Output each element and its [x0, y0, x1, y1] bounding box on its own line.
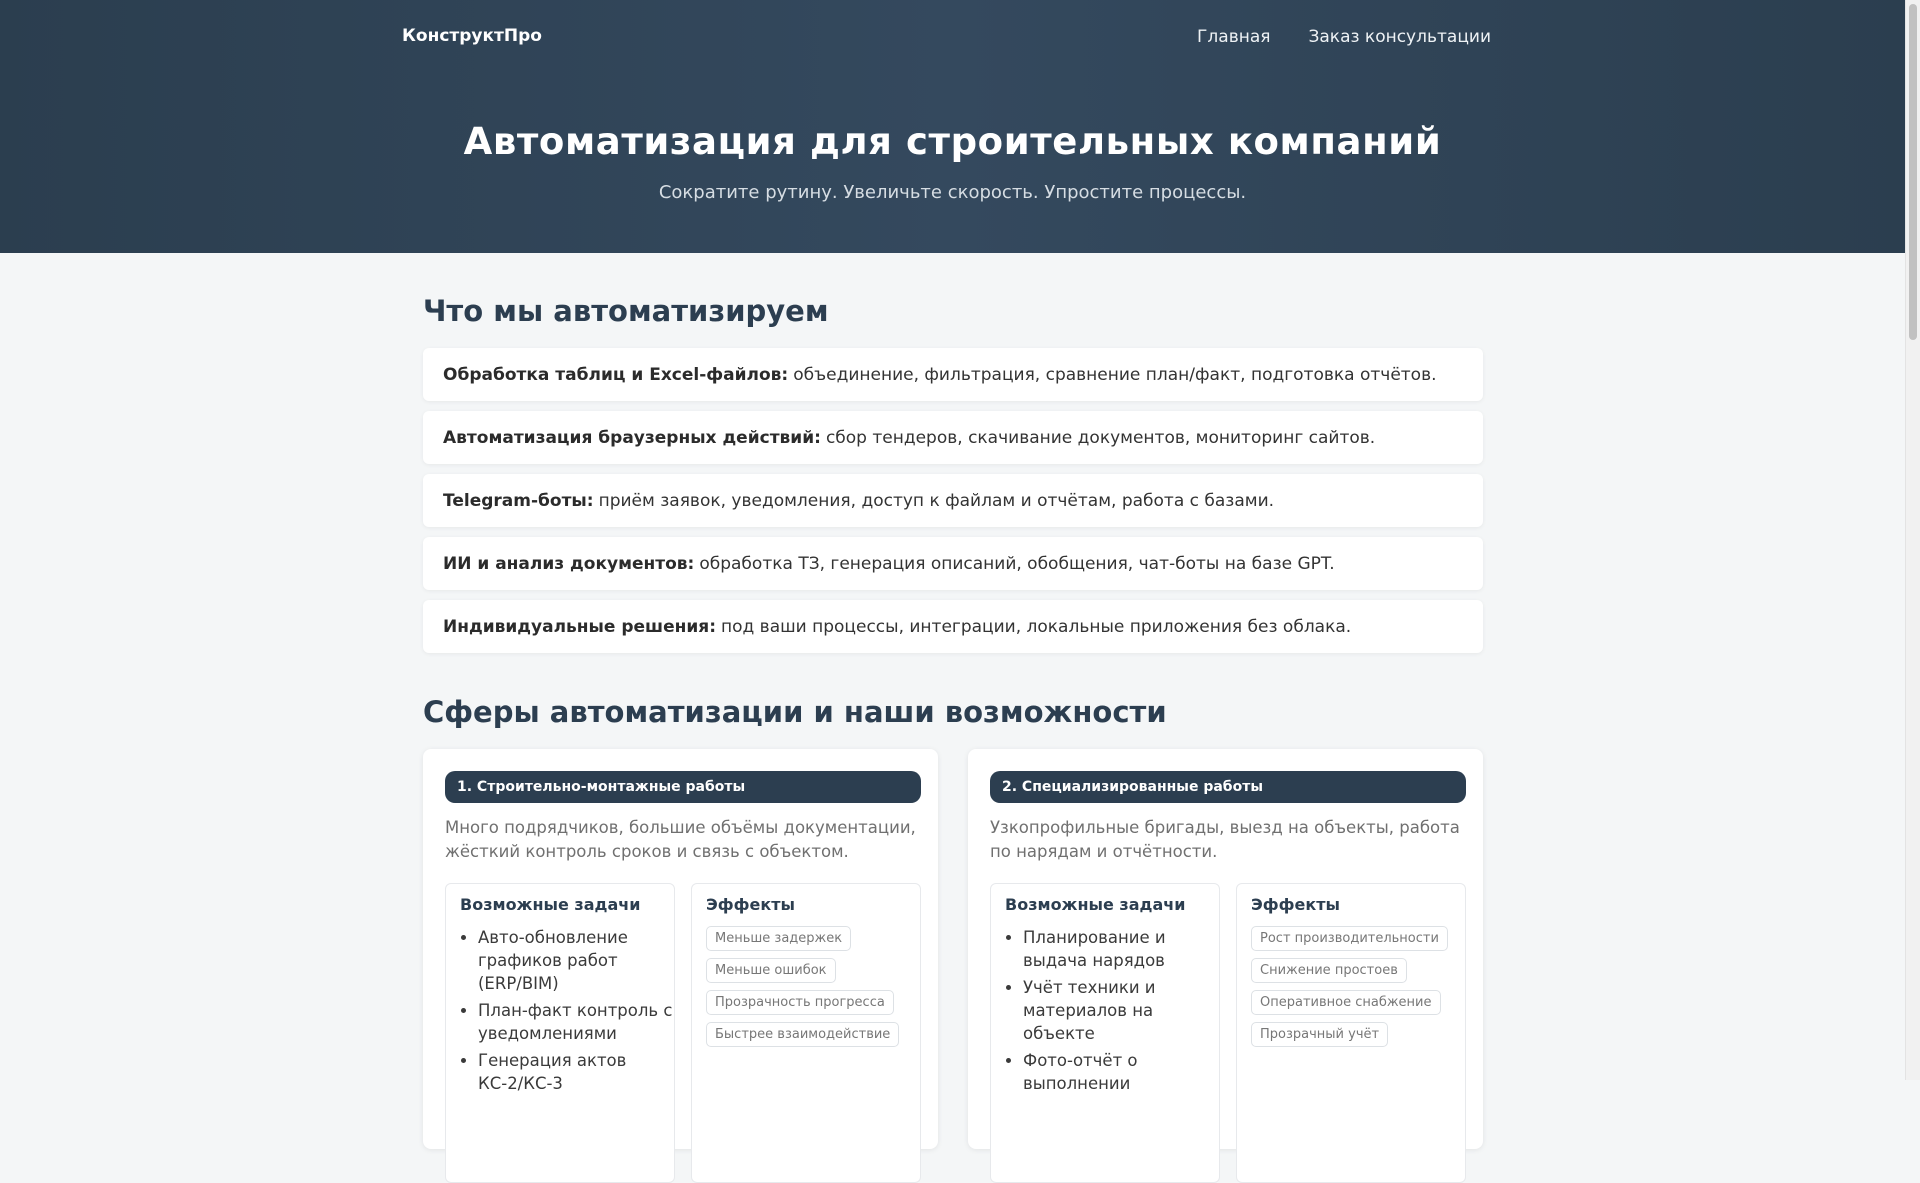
card-description: Узкопрофильные бригады, выезд на объекты, работа по нарядам и отчётности.: [990, 818, 1460, 861]
task-item: • Авто-обновление графиков работ (ERP/BIM): [478, 926, 673, 995]
task-item: • Учёт техники и материалов на объекте: [1023, 976, 1218, 1045]
hero-header: [0, 0, 1905, 253]
tasks-panel: [990, 883, 1220, 1183]
effect-tag: Оперативное снабжение: [1251, 990, 1441, 1015]
automation-list: [423, 348, 1483, 663]
scrollbar-thumb[interactable]: [1909, 4, 1917, 340]
item-text: сбор тендеров, скачивание документов, мониторинг сайтов.: [825, 427, 1376, 448]
effects-tags: [1251, 926, 1448, 1054]
item-text: обработка ТЗ, генерация описаний, обобщения, чат-боты на базе GPT.: [699, 553, 1335, 574]
area-card-specialized: [968, 749, 1483, 1149]
effect-tag: Снижение простоев: [1251, 958, 1407, 983]
list-item: [423, 348, 1483, 401]
page-subtitle: Сократите рутину. Увеличьте скорость. Упростите процессы.: [658, 182, 1247, 203]
effect-tag: Прозрачный учёт: [1251, 1022, 1388, 1047]
nav-link-consultation[interactable]: Заказ консультации: [1308, 27, 1491, 47]
tasks-title: Возможные задачи: [460, 895, 641, 914]
tasks-panel: [445, 883, 675, 1183]
list-item: [423, 411, 1483, 464]
card-description: Много подрядчиков, большие объёмы документации, жёсткий контроль сроков и связь с объектом.: [445, 818, 916, 861]
effect-tag: Прозрачность прогресса: [706, 990, 894, 1015]
effects-title: Эффекты: [706, 895, 795, 914]
item-text: приём заявок, уведомления, доступ к файлам и отчётам, работа с базами.: [598, 490, 1275, 511]
page-scrollbar[interactable]: [1905, 0, 1920, 1080]
card-title: 2. Специализированные работы: [990, 771, 1466, 803]
areas-cards: [423, 749, 1483, 1149]
effect-tag: Меньше задержек: [706, 926, 851, 951]
top-nav: [1197, 27, 1491, 47]
tasks-list: [460, 926, 673, 1099]
item-label: Автоматизация браузерных действий:: [443, 427, 821, 448]
effects-title: Эффекты: [1251, 895, 1340, 914]
effect-tag: Рост производительности: [1251, 926, 1448, 951]
task-item: • Фото-отчёт о выполнении: [1023, 1049, 1218, 1095]
list-item: [423, 600, 1483, 653]
task-item: • План-факт контроль с уведомлениями: [478, 999, 673, 1045]
list-item: [423, 474, 1483, 527]
item-label: Telegram-боты:: [443, 490, 594, 511]
item-text: объединение, фильтрация, сравнение план/факт, подготовка отчётов.: [793, 364, 1437, 385]
section-title-areas: Сферы автоматизации и наши возможности: [423, 695, 1167, 729]
card-title: 1. Строительно-монтажные работы: [445, 771, 921, 803]
item-label: Индивидуальные решения:: [443, 616, 716, 637]
list-item: [423, 537, 1483, 590]
item-label: Обработка таблиц и Excel-файлов:: [443, 364, 789, 385]
nav-link-home[interactable]: Главная: [1197, 27, 1271, 47]
task-item: • Планирование и выдача нарядов: [1023, 926, 1218, 972]
effects-panel: [691, 883, 921, 1183]
page-title: Автоматизация для строительных компаний: [463, 120, 1442, 163]
effect-tag: Меньше ошибок: [706, 958, 836, 983]
tasks-list: [1005, 926, 1218, 1099]
task-item: • Генерация актов КС-2/КС-3: [478, 1049, 673, 1095]
tasks-title: Возможные задачи: [1005, 895, 1186, 914]
effects-panel: [1236, 883, 1466, 1183]
brand-logo[interactable]: КонструктПро: [402, 26, 542, 46]
effects-tags: [706, 926, 899, 1054]
section-title-automation: Что мы автоматизируем: [423, 294, 829, 328]
item-label: ИИ и анализ документов:: [443, 553, 695, 574]
effect-tag: Быстрее взаимодействие: [706, 1022, 899, 1047]
area-card-construction: [423, 749, 938, 1149]
item-text: под ваши процессы, интеграции, локальные приложения без облака.: [721, 616, 1352, 637]
